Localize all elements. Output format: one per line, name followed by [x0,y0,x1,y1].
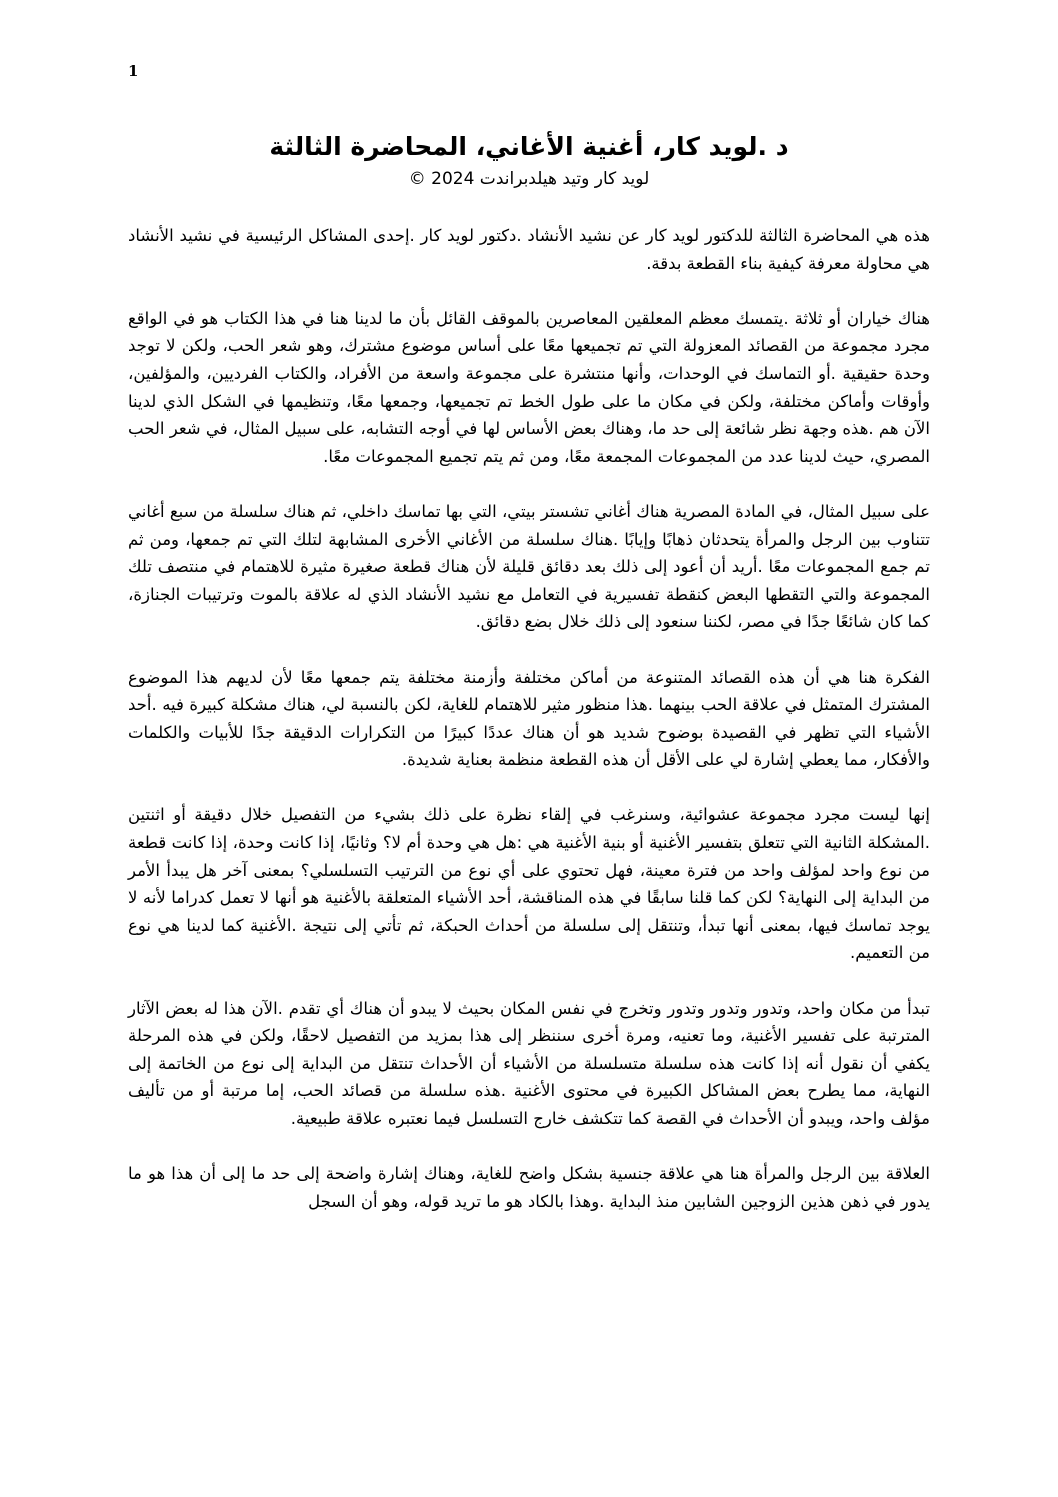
paragraph-1: هذه هي المحاضرة الثالثة للدكتور لويد كار عن نشيد الأنشاد .دكتور لويد كار .إحدى المشاكل الرئيسية في نشيد الأنشاد هي محاولة معرفة كيفية بناء القطعة بدقة. [128,226,930,273]
page-number: 1 [128,62,139,80]
paragraph-5: إنها ليست مجرد مجموعة عشوائية، وسنرغب في إلقاء نظرة على ذلك بشيء من التفصيل خلال دقيقة أو اثنتين .المشكلة الثانية التي تتعلق بتفسير الأغنية أو بنية الأغنية هي :هل هي وحدة أم لا؟ وثانيًا، إذا كانت وحدة، إذا كانت قطعة من نوع واحد لمؤلف واحد من فترة معينة، فهل تحتوي على أي نوع من الترتيب التسلسلي؟ بمعنى آخر هل يبدأ الأمر من البداية إلى النهاية؟ لكن كما قلنا سابقًا في هذه المناقشة، أحد الأشياء المتعلقة بالأغنية هو أنها لا تعمل كدراما لأنه لا يوجد تماسك فيها، بمعنى أنها تبدأ، وتنتقل إلى سلسلة من أحداث الحبكة، ثم تأتي إلى نتيجة .الأغنية كما لدينا هي نوع من التعميم. [128,805,930,963]
paragraph-7: العلاقة بين الرجل والمرأة هنا هي علاقة جنسية بشكل واضح للغاية، وهناك إشارة واضحة إلى حد ما إلى أن هذا هو ما يدور في ذهن هذين الزوجين الشابين منذ البداية .وهذا بالكاد هو ما تريد قوله، وهو أن السجل [128,1164,930,1211]
paragraph-4: الفكرة هنا هي أن هذه القصائد المتنوعة من أماكن مختلفة وأزمنة مختلفة يتم جمعها معًا لأن لديهم هذا الموضوع المشترك المتمثل في علاقة الحب بينهما .هذا منظور مثير للاهتمام للغاية، لكن بالنسبة لي، هناك مشكلة كبيرة فيه .أحد الأشياء التي تظهر في القصيدة بوضوح شديد هو أن هناك عددًا كبيرًا من التكرارات الدقيقة جدًا للأبيات والكلمات والأفكار، مما يعطي إشارة لي على الأقل أن هذه القطعة منظمة بعناية شديدة. [128,667,930,770]
paragraph-3: على سبيل المثال، في المادة المصرية هناك أغاني تشستر بيتي، التي بها تماسك داخلي، ثم هناك سلسلة من سبع أغاني تتناوب بين الرجل والمرأة يتحدثان ذهابًا وإيابًا .هناك سلسلة من الأغاني الأخرى المشابهة لتلك التي تم جمعها، ومن ثم تم جمع المجموعات معًا .أريد أن أعود إلى ذلك بعد دقائق قليلة لأن هناك قطعة صغيرة مثيرة للاهتمام في منتصف تلك المجموعة والتي التقطها البعض كنقطة تفسيرية في التعامل مع نشيد الأنشاد الذي له علاقة بالموت وترتيبات الجنازة، كما كان شائعًا جدًا في مصر، لكننا سنعود إلى ذلك خلال بضع دقائق. [128,501,930,632]
document-title: د .لويد كار، أغنية الأغاني، المحاضرة الثالثة [269,132,789,161]
document-header [128,128,930,192]
paragraph-6: تبدأ من مكان واحد، وتدور وتدور وتدور وتخرج في نفس المكان بحيث لا يبدو أن هناك أي تقدم .الآن هذا له بعض الآثار المترتبة على تفسير الأغنية، وما تعنيه، ومرة أخرى سننظر إلى هذا بمزيد من التفصيل لاحقًا، ولكن في هذه المرحلة يكفي أن نقول أنه إذا كانت هذه سلسلة متسلسلة من الأشياء أن الأحداث تنتقل من البداية إلى نوع من الخاتمة إلى النهاية، مما يطرح بعض المشاكل الكبيرة في محتوى الأغنية .هذه سلسلة من قصائد الحب، إما مرتبة أو من تأليف مؤلف واحد، ويبدو أن الأحداث في القصة كما تتكشف خارج التسلسل فيما نعتبره علاقة طبيعية. [128,998,930,1128]
document-subtitle: لويد كار وتيد هيلدبراندت 2024 © [408,169,650,189]
paragraph-2: هناك خياران أو ثلاثة .يتمسك معظم المعلقين المعاصرين بالموقف القائل بأن ما لدينا هنا في هذا الكتاب هو في الواقع مجرد مجموعة من القصائد المعزولة التي تم تجميعها معًا على أساس موضوع مشترك، وهو شعر الحب، ولكن لا توجد وحدة حقيقية .أو التماسك في الوحدات، وأنها منتشرة على مجموعة واسعة من الأفراد، والكتاب الفرديين، والمؤلفين، وأوقات وأماكن مختلفة، ولكن في مكان ما على طول الخط تم تجميعها، وجمعها معًا، وتنظيمها في الشكل الذي لدينا الآن هم .هذه وجهة نظر شائعة إلى حد ما، وهناك بعض الأساس لها في أوجه التشابه، على سبيل المثال، في شعر الحب المصري، حيث لدينا عدد من المجموعات المجمعة معًا، ومن ثم يتم تجميع المجموعات معًا. [128,308,930,466]
document-body [128,222,930,1243]
